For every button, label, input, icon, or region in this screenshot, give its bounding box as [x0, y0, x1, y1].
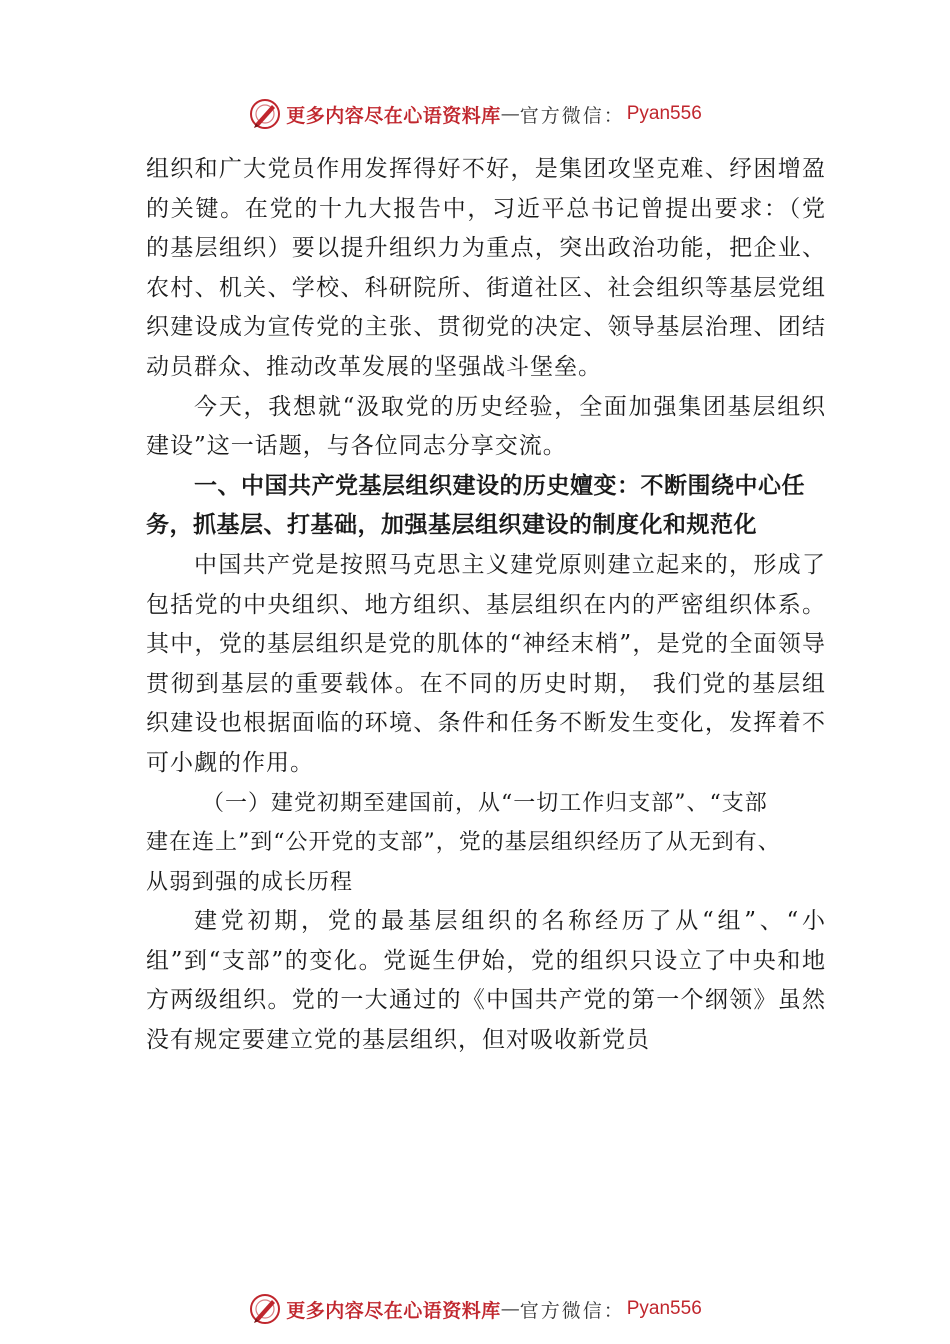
header-watermark	[0, 94, 950, 134]
watermark-wechat-id: Pyan556	[626, 103, 702, 124]
watermark-wechat-label: 官方微信：	[519, 104, 625, 127]
watermark-wechat-label: 官方微信：	[519, 1299, 625, 1322]
footer-watermark	[0, 1289, 950, 1329]
pen-logo-icon	[248, 97, 282, 131]
section-heading-1: 一、中国共产党基层组织建设的历史嬗变：不断围绕中心任务，抓基层、打基础，加强基层组织建设的制度化和规范化	[146, 472, 805, 539]
subsection-heading-1: （一）建党初期至建国前，从“一切工作归支部”、“支部建在连上”到“公开党的支部”，党的基层组织经历了从无到有、从弱到强的成长历程	[146, 790, 781, 895]
watermark-separator: —	[500, 1298, 520, 1320]
body-paragraph-4: 建党初期，党的最基层组织的名称经历了从“组”、“小组”到“支部”的变化。党诞生伊始，党的组织只设立了中央和地方两级组织。党的一大通过的《中国共产党的第一个纲领》虽然没有规定要建立党的基层组织，但对吸收新党员	[146, 908, 826, 1054]
document-body	[146, 150, 826, 1061]
watermark-wechat-id: Pyan556	[626, 1298, 702, 1319]
watermark-site-name: 更多内容尽在心语资料库	[286, 104, 501, 127]
pen-logo-icon	[248, 1292, 282, 1326]
watermark-separator: —	[500, 103, 520, 125]
body-paragraph-3: 中国共产党是按照马克思主义建党原则建立起来的，形成了包括党的中央组织、地方组织、基层组织在内的严密组织体系。其中，党的基层组织是党的肌体的“神经末梢”，是党的全面领导贯彻到基层的重要载体。在不同的历史时期， 我们党的基层组织建设也根据面临的环境、条件和任务不断发生变化，发挥着不可小觑的作用。	[146, 551, 826, 776]
body-paragraph-2: 今天，我想就“汲取党的历史经验，全面加强集团基层组织建设”这一话题，与各位同志分享交流。	[146, 393, 826, 460]
body-paragraph-1: 组织和广大党员作用发挥得好不好，是集团攻坚克难、纾困增盈的关键。在党的十九大报告中，习近平总书记曾提出要求：（党的基层组织）要以提升组织力为重点，突出政治功能，把企业、农村、机关、学校、科研院所、街道社区、社会组织等基层党组织建设成为宣传党的主张、贯彻党的决定、领导基层治理、团结动员群众、推动改革发展的坚强战斗堡垒。	[146, 156, 826, 380]
watermark-site-name: 更多内容尽在心语资料库	[286, 1299, 501, 1322]
